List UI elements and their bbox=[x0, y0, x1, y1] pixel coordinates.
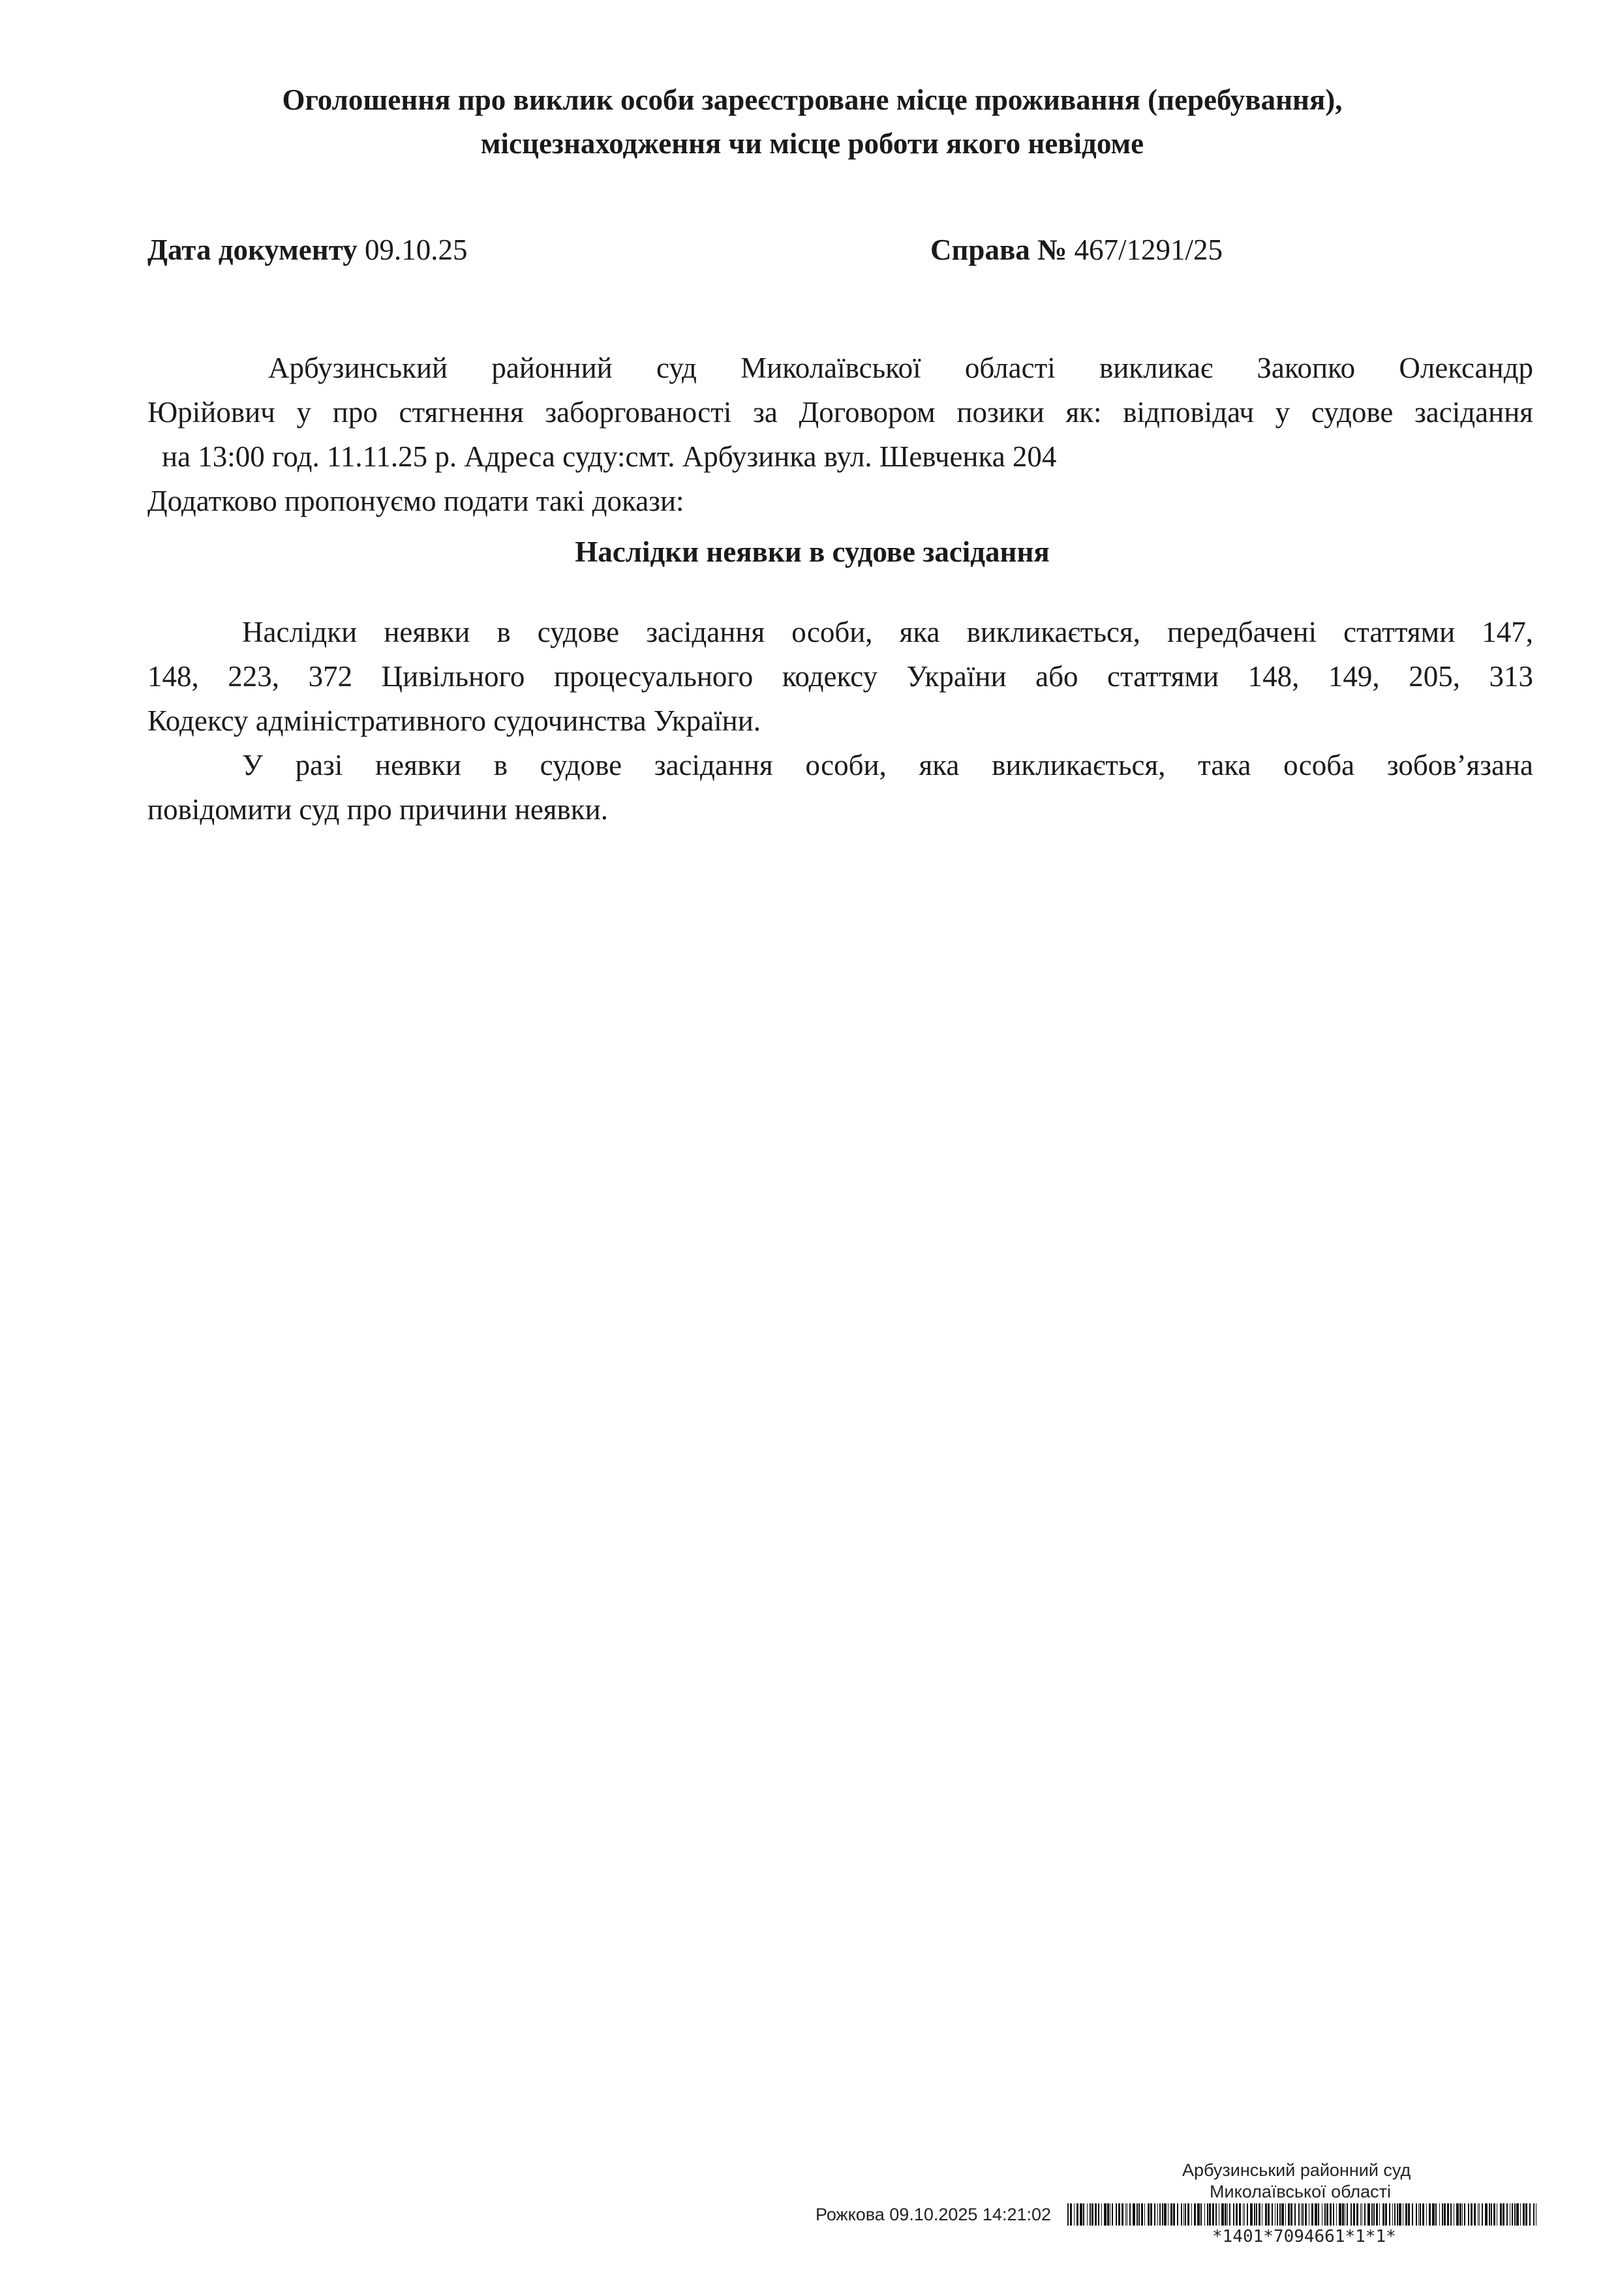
title-line-1: Оголошення про виклик особи зареєстроване місце проживання (перебування), bbox=[282, 83, 1343, 116]
notice-line-1: У разі неявки в судове засідання особи, яка викликається, така особа зобов’язана bbox=[242, 749, 1533, 781]
consequences-line-1: Наслідки неявки в судове засідання особи, яка викликається, передбачені статтями 147, bbox=[242, 616, 1533, 648]
stamp-court-region: Миколаївської області bbox=[1210, 2182, 1392, 2201]
stamp-clerk-datetime: Рожкова 09.10.2025 14:21:02 bbox=[816, 2205, 1052, 2224]
case-number-label: Справа № bbox=[930, 234, 1067, 266]
stamp-document-code: *1401*7094661*1*1* bbox=[1212, 2227, 1396, 2246]
document-date-label: Дата документу bbox=[147, 234, 358, 266]
barcode-gap bbox=[1536, 2203, 1537, 2226]
consequences-line-2: 148, 223, 372 Цивільного процесуального кодексу України або статтями 148, 149, 205, 313 bbox=[147, 660, 1533, 693]
summons-line-1: Арбузинський районний суд Миколаївської області викликає Закопко Олександр bbox=[268, 352, 1533, 384]
barcode bbox=[1067, 2203, 1541, 2226]
consequences-paragraph bbox=[147, 610, 1533, 832]
document-date-value: 09.10.25 bbox=[364, 234, 468, 266]
stamp-court-name: Арбузинський районний суд bbox=[1182, 2160, 1411, 2180]
summons-paragraph bbox=[147, 346, 1533, 523]
title-line-2: місцезнаходження чи місце роботи якого невідоме bbox=[480, 127, 1144, 160]
document-title bbox=[130, 78, 1494, 166]
case-number-value: 467/1291/25 bbox=[1074, 234, 1223, 266]
summons-line-3: на 13:00 год. 11.11.25 р. Адреса суду:смт. Арбузинка вул. Шевченка 204 bbox=[162, 440, 1057, 473]
document-date bbox=[147, 233, 467, 267]
notice-line-2: повідомити суд про причини неявки. bbox=[147, 793, 608, 826]
case-number bbox=[930, 233, 1223, 267]
consequences-heading: Наслідки неявки в судове засідання bbox=[575, 536, 1050, 568]
consequences-line-3: Кодексу адміністративного судочинства України. bbox=[147, 704, 761, 737]
summons-line-2: Юрійович у про стягнення заборгованості за Договором позики як: відповідач у судове засідання bbox=[147, 396, 1533, 429]
summons-line-4: Додатково пропонуємо подати такі докази: bbox=[147, 485, 684, 517]
